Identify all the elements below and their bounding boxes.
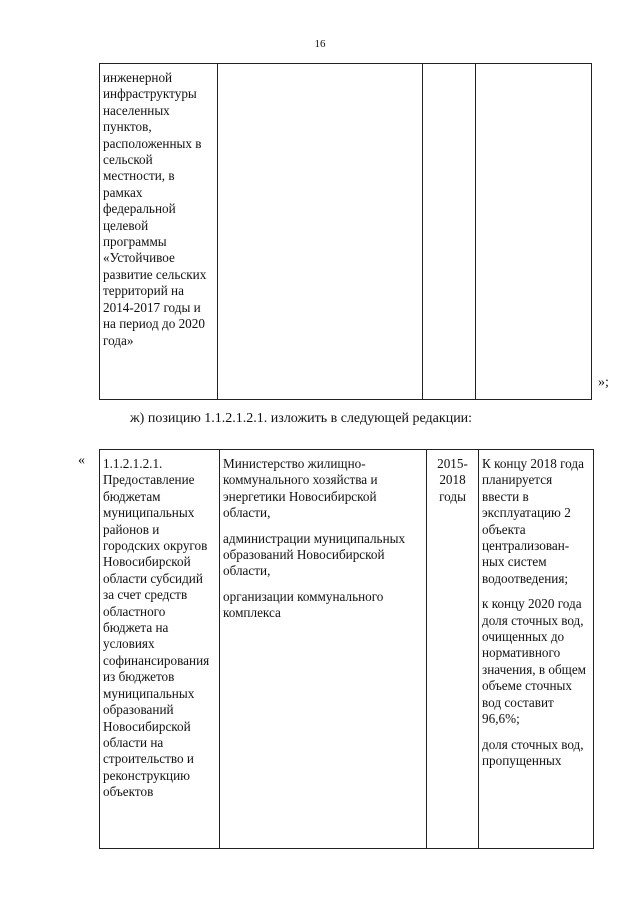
cell-measure-name: инженерной инфраструктуры населенных пунктов, расположенных в сельской местности, в рамках федеральной целевой программы «Устойчивое развитие сельских территорий на 2014-2017 годы и на период до 2020 года» <box>100 64 218 400</box>
cell-executor <box>218 64 423 400</box>
amendment-instruction: ж) позицию 1.1.2.1.2.1. изложить в следующей редакции: <box>130 411 473 426</box>
cell-measure-name: 1.1.2.1.2.1. Предоставление бюджетам муниципальных районов и городских округов Новосибирской области субсидий за счет средств областного бюджета на условиях софинансирования из бюджетов муниципальных образований Новосибирской области на строительство и реконструкцию объектов <box>100 450 220 849</box>
result-item-1: К концу 2018 года планируется ввести в эксплуатацию 2 объекта централизован-ных систем водоотведения; <box>482 456 584 586</box>
table-row <box>100 64 592 400</box>
table-row <box>100 450 594 849</box>
table-position-1-1-2-1-2-1 <box>99 449 594 849</box>
result-item-3: доля сточных вод, пропущенных <box>482 736 584 768</box>
cell-executor <box>220 450 427 849</box>
executor-administrations: администрации муниципальных образований Новосибирской области, <box>223 530 406 579</box>
cell-period: 2015-2018 годы <box>427 450 479 849</box>
closing-quote-mark: »; <box>598 375 609 390</box>
cell-period <box>423 64 476 400</box>
result-item-2: к концу 2020 года доля сточных вод, очищенных до нормативного значения, в общем объеме сточных вод составит 96,6%; <box>482 596 587 727</box>
executor-ministry: Министерство жилищно-коммунального хозяйства и энергетики Новосибирской области, <box>223 456 378 521</box>
cell-result <box>476 64 592 400</box>
cell-result <box>479 450 594 849</box>
opening-quote-mark: « <box>78 453 85 468</box>
page-number: 16 <box>314 38 326 50</box>
table-continuation <box>99 63 592 400</box>
executor-organizations: организации коммунального комплекса <box>223 588 384 621</box>
